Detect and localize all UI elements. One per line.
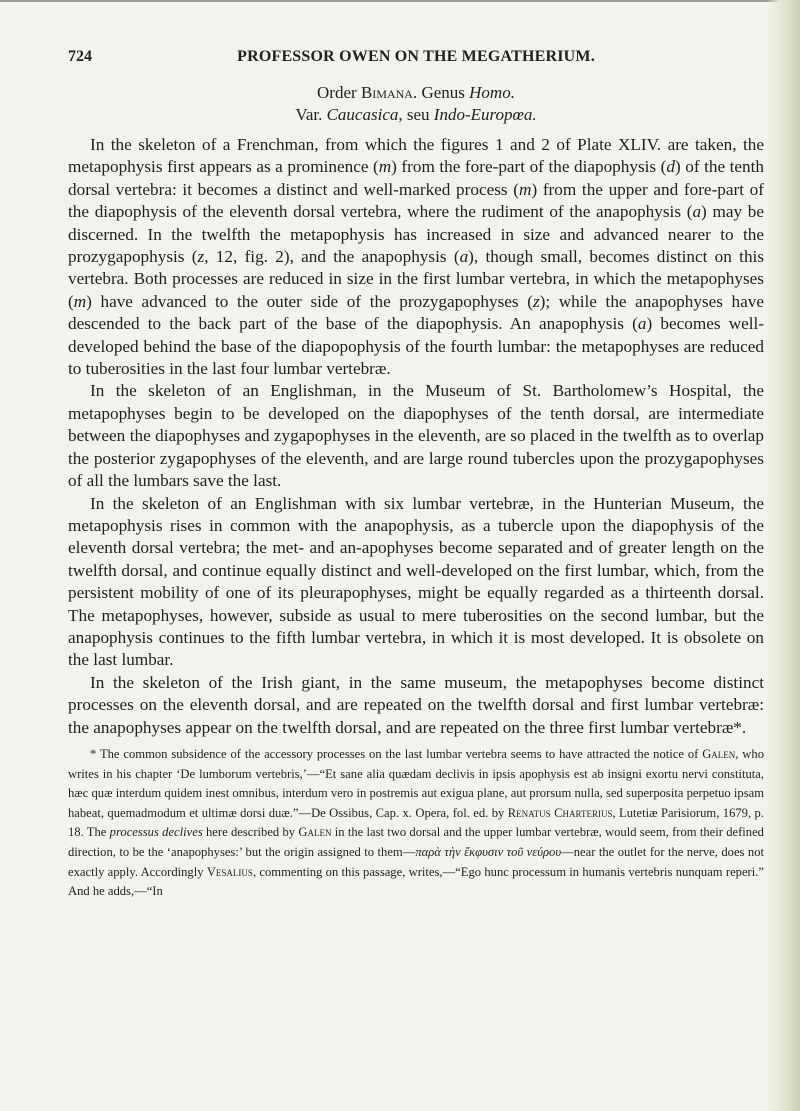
text-run: —near the outlet for the nerve, does not exactly apply. Accordingly: [68, 844, 764, 879]
section-title: Order Bimana. Genus Homo.: [317, 83, 515, 102]
book-page: [68, 48, 764, 902]
text-run: ) of the tenth dorsal vertebra: it becomes a distinct and well-marked process (: [68, 157, 764, 199]
footnote-paragraph: [68, 745, 764, 902]
small-caps-name: Galen: [298, 825, 332, 840]
variety-alt-name: Indo-Europœa.: [433, 105, 537, 124]
paragraph: [68, 134, 764, 380]
text-run: In the skeleton of an Englishman with six lumbar vertebræ, in the Hunterian Museum, the metapophysis rises in common with the anapophysis, as a tubercle upon the diapophysis of the eleventh dorsal vertebra; the met- and an-apophyses become separated and of greater length on the twelfth dorsal, and continue equally distinct and well-developed on the first lumbar, which, from the persistent mobility of one of its pleurapophyses, might be equally regarded as a thirteenth dorsal. The metapophyses, however, subside as usual to mere tuberosities on the second lumbar, but the anapophysis continues to the fifth lumbar vertebra, in which it is most developed. It is obsolete on the last lumbar.: [68, 493, 764, 670]
italic-text: a: [459, 247, 469, 267]
small-caps-name: Galen: [702, 746, 736, 761]
text-run: In the skeleton of the Irish giant, in the same museum, the metapophyses become distinct processes on the eleventh dorsal, and are repeated on the twelfth dorsal and first lumbar vertebræ: the anapophyses appear on the twelfth dorsal, and are repeated on the three first lumbar vertebræ*.: [68, 672, 764, 737]
running-title: PROFESSOR OWEN ON THE MEGATHERIUM.: [237, 48, 595, 65]
section-subtitle: Var. Caucasica, seu Indo-Europœa.: [295, 105, 537, 124]
text-run: In the skeleton of an Englishman, in the Museum of St. Bartholomew’s Hospital, the metapophyses begin to be developed on the diapophyses of the tenth dorsal, are intermediate between the diapophyses and zygapophyses in the eleventh, are so placed in the twelfth as to overlap the posterior zygapophyses of the eleventh, and are large round tubercles upon the prozygapophyses of all the lumbars save the last.: [68, 381, 764, 491]
body-text: [68, 134, 764, 739]
italic-text: παρὰ τὴν ἔκφυσιν τοῦ νεύρου: [415, 844, 562, 859]
italic-text: d: [666, 157, 675, 177]
paragraph: [68, 380, 764, 492]
page-header: [68, 48, 764, 74]
footnote: [68, 745, 764, 902]
text-run: here described by: [202, 825, 299, 840]
text-run: ) from the fore-part of the diapophysis (: [391, 157, 667, 177]
italic-text: m: [519, 179, 532, 199]
text-run: * The common subsidence of the accessory processes on the last lumbar vertebra seems to have attracted the notice of: [90, 746, 703, 761]
top-edge-rule: [0, 0, 800, 2]
genus-name: Homo.: [469, 83, 515, 102]
page-number: 724: [68, 48, 92, 65]
text-run: in the last two dorsal and the upper lumbar vertebræ, would seem, from their defined direction, to be the ‘anapophyses:’ but the origin assigned to them—: [68, 825, 764, 859]
page-edge-shading: [766, 0, 800, 1111]
text-run: ) have advanced to the outer side of the prozygapophyses (: [86, 291, 533, 311]
order-name: Bimana: [360, 83, 413, 102]
text-run: , 12, fig. 2), and the anapophysis (: [204, 247, 460, 267]
text-run: In the skeleton of a Frenchman, from which the figures 1 and 2 of Plate XLIV. are taken, the metapophysis first appears as a prominence (: [68, 135, 764, 177]
italic-text: m: [378, 157, 392, 177]
italic-text: processus declives: [109, 825, 203, 840]
text-run: ) becomes well-developed behind the base of the diapopophysis of the fourth lumbar: the metapophyses are reduced to tuberosities in the last four lumbar vertebræ.: [68, 314, 765, 379]
text-run: ); while the anapophyses have descended to the back part of the base of the diapophysis. An anapophysis (: [68, 291, 765, 334]
small-caps-name: Vesalius: [206, 864, 253, 879]
paragraph: [68, 493, 764, 672]
italic-text: a: [692, 202, 702, 222]
text-run: ), though small, becomes distinct on this vertebra. Both processes are reduced in size in the first lumbar vertebra, in which the metapophyses (: [68, 247, 765, 311]
paragraph: [68, 672, 764, 739]
small-caps-name: Renatus Charterius: [507, 805, 613, 820]
text-run: ) may be discerned. In the twelfth the metapophysis has increased in size and advanced nearer to the prozygapophysis (: [68, 202, 764, 267]
text-run: , Lutetiæ Parisiorum, 1679, p. 18. The: [68, 805, 764, 840]
italic-text: z: [532, 291, 540, 311]
italic-text: m: [73, 291, 87, 311]
text-run: , commenting on this passage, writes,—“Ego hunc processum in humanis vertebris nunquam reperi.” And he adds,—“In: [68, 864, 764, 899]
variety-name: Caucasica: [326, 105, 399, 124]
italic-text: z: [197, 247, 205, 267]
text-run: ) from the upper and fore-part of the diapophysis of the eleventh dorsal vertebra, where the rudiment of the anapophysis (: [68, 179, 764, 222]
italic-text: a: [637, 314, 647, 334]
text-run: , who writes in his chapter ‘De lumborum vertebris,’—“Et sane alia quædam declivis in ipsis apophysis est ab insigni exortu nervi constituta, hæc quæ interdum quidem inest omnibus, interdum vero in postremis aut exigua plane, aut prorsum nulla, sed superposita perpetuo ipsam habeat, quemadmodum et ultimæ dorsi duæ.”—De Ossibus, Cap. x. Opera, fol. ed. by: [68, 746, 764, 820]
